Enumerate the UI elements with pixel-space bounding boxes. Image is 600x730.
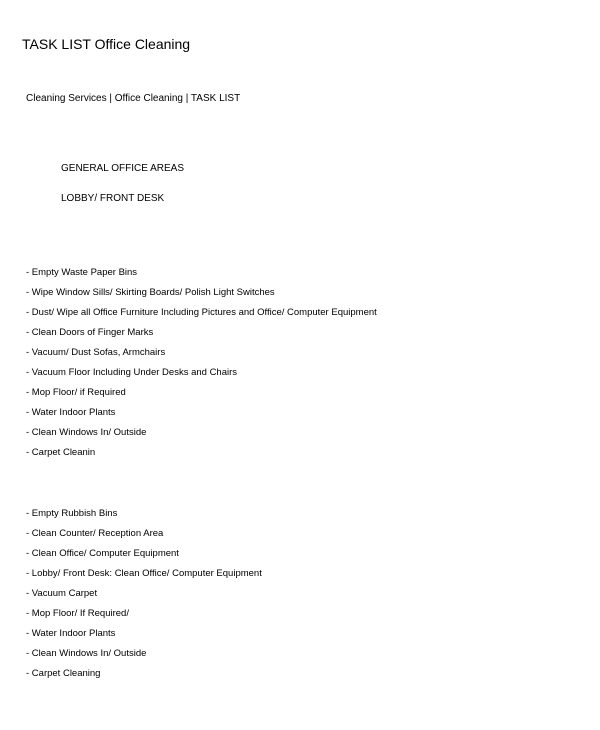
task-item: - Water Indoor Plants bbox=[26, 628, 116, 639]
task-item: - Clean Windows In/ Outside bbox=[26, 648, 147, 659]
task-item: - Mop Floor/ If Required/ bbox=[26, 608, 129, 619]
task-item: - Clean Doors of Finger Marks bbox=[26, 327, 154, 338]
task-item: - Water Indoor Plants bbox=[26, 407, 116, 418]
task-item: - Clean Counter/ Reception Area bbox=[26, 528, 164, 539]
document-title: TASK LIST Office Cleaning bbox=[22, 36, 191, 52]
task-item: - Vacuum Carpet bbox=[26, 588, 98, 599]
task-item: - Carpet Cleaning bbox=[26, 668, 101, 679]
task-item: - Carpet Cleanin bbox=[26, 447, 96, 458]
task-list-lobby-front-desk bbox=[26, 504, 262, 684]
task-item: - Empty Rubbish Bins bbox=[26, 508, 118, 519]
section-heading-lobby-front-desk: LOBBY/ FRONT DESK bbox=[61, 193, 165, 204]
task-item: - Wipe Window Sills/ Skirting Boards/ Polish Light Switches bbox=[26, 287, 275, 298]
section-heading-general-office-areas: GENERAL OFFICE AREAS bbox=[61, 163, 184, 174]
task-item: - Lobby/ Front Desk: Clean Office/ Computer Equipment bbox=[26, 568, 262, 579]
task-item: - Mop Floor/ if Required bbox=[26, 387, 126, 398]
document-subtitle: Cleaning Services | Office Cleaning | TASK LIST bbox=[26, 93, 241, 104]
task-item: - Clean Windows In/ Outside bbox=[26, 427, 147, 438]
task-item: - Dust/ Wipe all Office Furniture Including Pictures and Office/ Computer Equipment bbox=[26, 307, 377, 318]
task-item: - Vacuum Floor Including Under Desks and Chairs bbox=[26, 367, 238, 378]
task-item: - Empty Waste Paper Bins bbox=[26, 267, 138, 278]
task-item: - Vacuum/ Dust Sofas, Armchairs bbox=[26, 347, 166, 358]
task-list-general-office bbox=[26, 263, 377, 463]
task-item: - Clean Office/ Computer Equipment bbox=[26, 548, 179, 559]
